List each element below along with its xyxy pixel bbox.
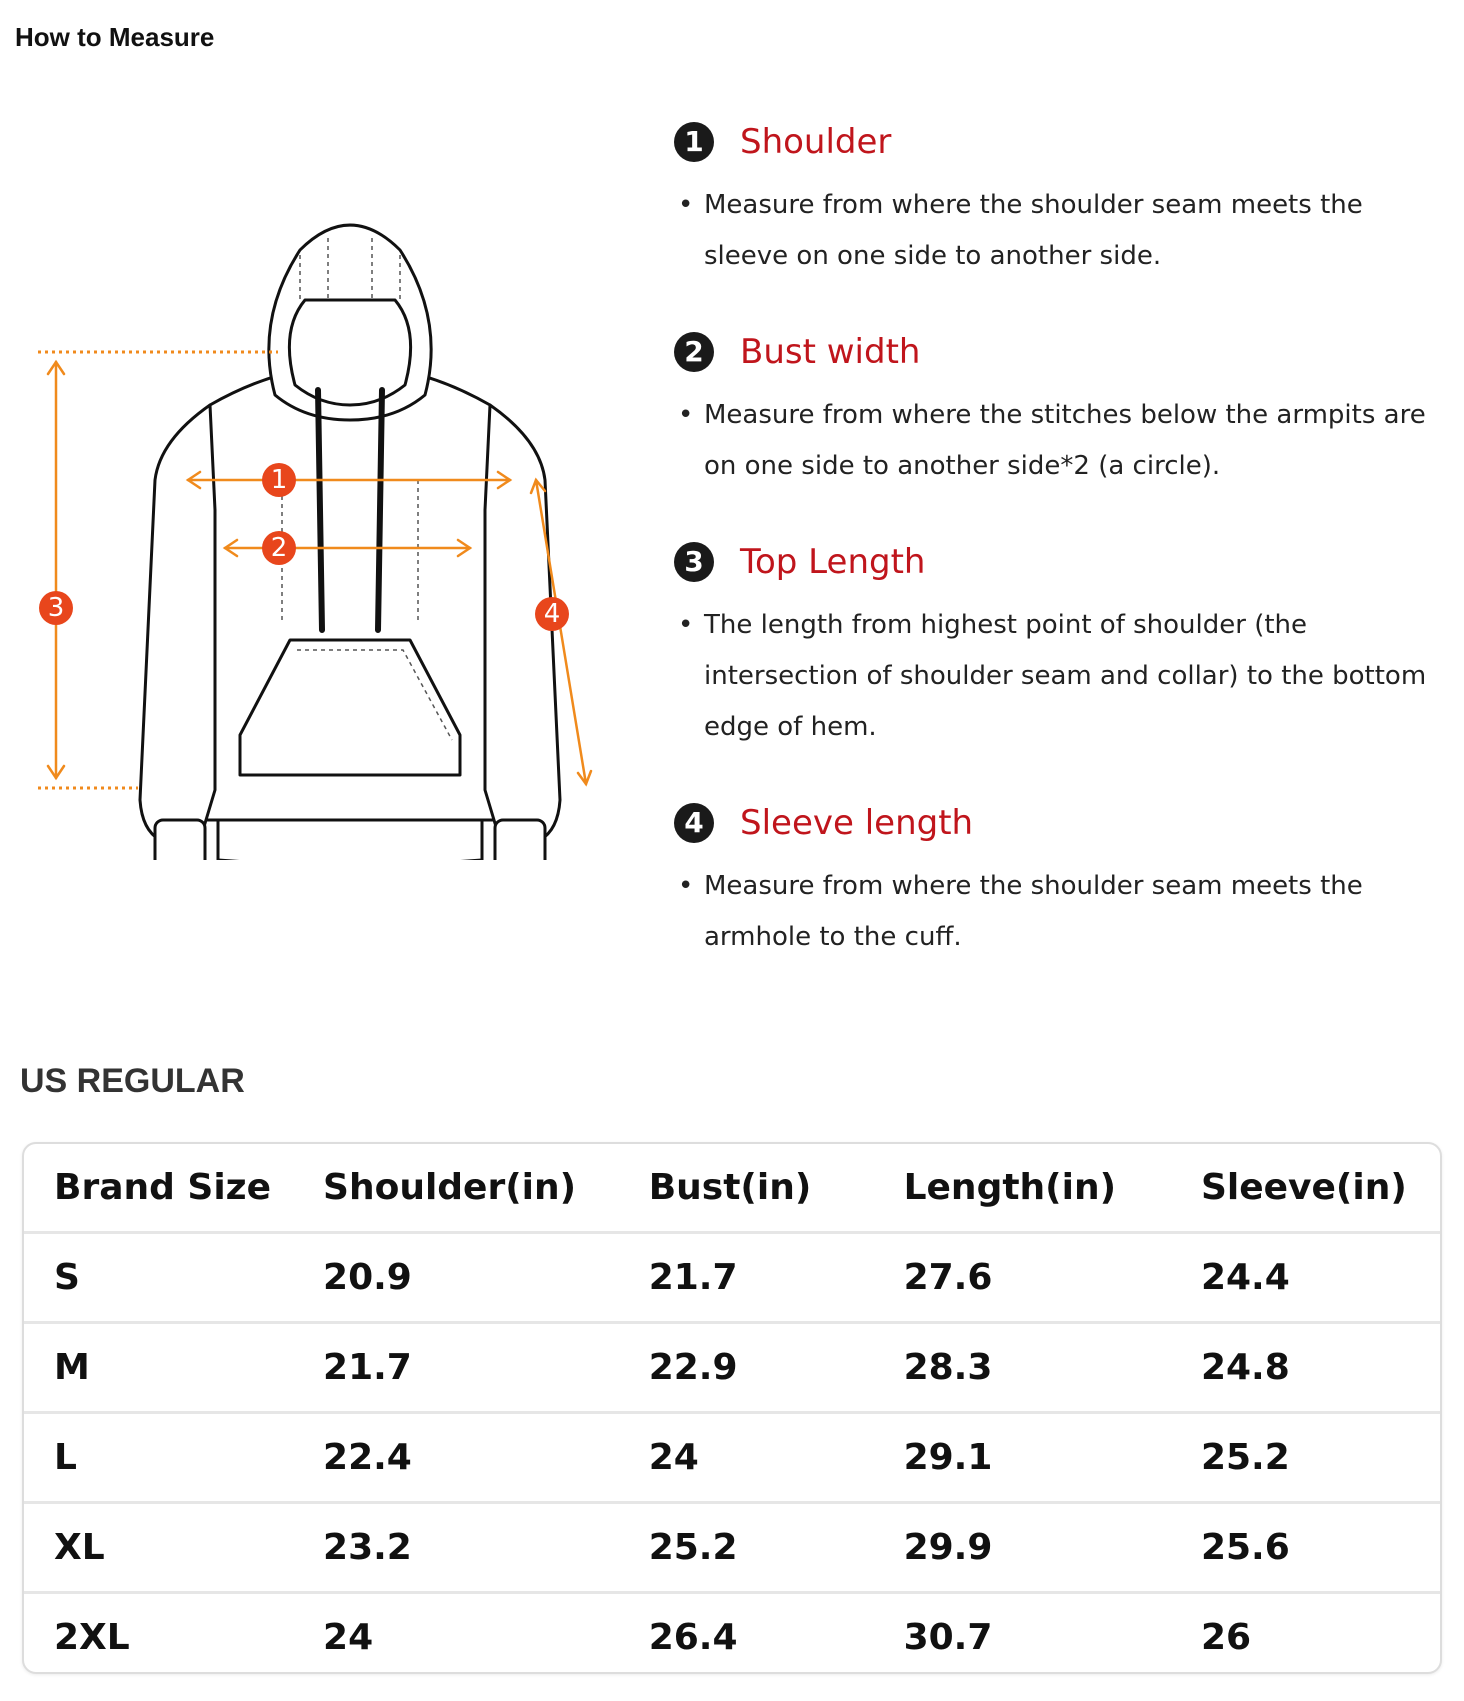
cell-sleeve: 26 <box>1171 1593 1440 1675</box>
cell-length: 29.1 <box>874 1413 1171 1503</box>
cell-size: XL <box>24 1503 293 1593</box>
step-description <box>674 180 1434 282</box>
step-title: Sleeve length <box>740 803 974 843</box>
step-top-length <box>674 538 1434 753</box>
hem <box>218 820 482 860</box>
header-shoulder: Shoulder(in) <box>323 1167 577 1208</box>
step-title: Bust width <box>740 332 921 372</box>
size-chart <box>22 1142 1442 1674</box>
table-row <box>24 1593 1440 1675</box>
bullet-icon: • <box>678 871 694 901</box>
cell-length: 28.3 <box>874 1323 1171 1413</box>
step-number-badge: 3 <box>674 542 714 582</box>
bullet-icon: • <box>678 610 694 640</box>
cell-bust: 25.2 <box>619 1503 874 1593</box>
cell-sleeve: 24.4 <box>1171 1233 1440 1323</box>
bullet-icon: • <box>678 190 694 220</box>
cell-shoulder: 24 <box>293 1593 619 1675</box>
marker-1: 1 <box>262 463 296 497</box>
cell-sleeve: 24.8 <box>1171 1323 1440 1413</box>
step-text: Measure from where the shoulder seam meets the sleeve on one side to another side. <box>704 190 1363 271</box>
cell-shoulder: 23.2 <box>293 1503 619 1593</box>
table-row <box>24 1413 1440 1503</box>
marker-2: 2 <box>262 531 296 565</box>
hoodie-illustration <box>0 180 620 860</box>
step-title: Shoulder <box>740 122 892 162</box>
step-sleeve-length <box>674 799 1434 963</box>
step-number-badge: 1 <box>674 122 714 162</box>
size-table <box>24 1144 1440 1674</box>
size-region-label: US REGULAR <box>20 1062 245 1100</box>
cell-size: S <box>24 1233 293 1323</box>
drawstring-left <box>318 390 322 630</box>
table-row <box>24 1323 1440 1413</box>
cell-shoulder: 22.4 <box>293 1413 619 1503</box>
hood-opening <box>289 300 410 405</box>
step-bust-width <box>674 328 1434 492</box>
drawstring-right <box>378 390 382 630</box>
header-bust: Bust(in) <box>648 1167 812 1208</box>
cell-length: 30.7 <box>874 1593 1171 1675</box>
cell-bust: 26.4 <box>619 1593 874 1675</box>
right-cuff <box>495 820 545 860</box>
hoodie-measure-diagram <box>0 180 620 860</box>
cell-sleeve: 25.6 <box>1171 1503 1440 1593</box>
measure-instructions <box>674 118 1434 1009</box>
header-length: Length(in) <box>903 1167 1117 1208</box>
cell-shoulder: 21.7 <box>293 1323 619 1413</box>
step-number-badge: 4 <box>674 803 714 843</box>
cell-bust: 24 <box>619 1413 874 1503</box>
cell-size: M <box>24 1323 293 1413</box>
cell-sleeve: 25.2 <box>1171 1413 1440 1503</box>
marker-3: 3 <box>39 591 73 625</box>
left-cuff <box>155 820 205 860</box>
table-header-row <box>24 1144 1440 1233</box>
cell-length: 27.6 <box>874 1233 1171 1323</box>
cell-bust: 22.9 <box>619 1323 874 1413</box>
step-text: The length from highest point of shoulder (the intersection of shoulder seam and collar) to the bottom edge of hem. <box>704 610 1427 742</box>
step-description <box>674 600 1434 753</box>
step-text: Measure from where the shoulder seam meets the armhole to the cuff. <box>704 871 1363 952</box>
marker-4: 4 <box>535 597 569 631</box>
step-title: Top Length <box>740 542 926 582</box>
step-description <box>674 390 1434 492</box>
step-description <box>674 861 1434 963</box>
cell-size: 2XL <box>24 1593 293 1675</box>
step-number-badge: 2 <box>674 332 714 372</box>
left-sleeve <box>140 405 215 840</box>
table-row <box>24 1233 1440 1323</box>
step-shoulder <box>674 118 1434 282</box>
cell-size: L <box>24 1413 293 1503</box>
header-brand-size: Brand Size <box>54 1167 272 1208</box>
cell-bust: 21.7 <box>619 1233 874 1323</box>
table-row <box>24 1503 1440 1593</box>
bullet-icon: • <box>678 400 694 430</box>
page-title: How to Measure <box>15 22 215 52</box>
step-text: Measure from where the stitches below the armpits are on one side to another side*2 (a circle). <box>704 400 1426 481</box>
cell-shoulder: 20.9 <box>293 1233 619 1323</box>
header-sleeve: Sleeve(in) <box>1200 1167 1407 1208</box>
cell-length: 29.9 <box>874 1503 1171 1593</box>
